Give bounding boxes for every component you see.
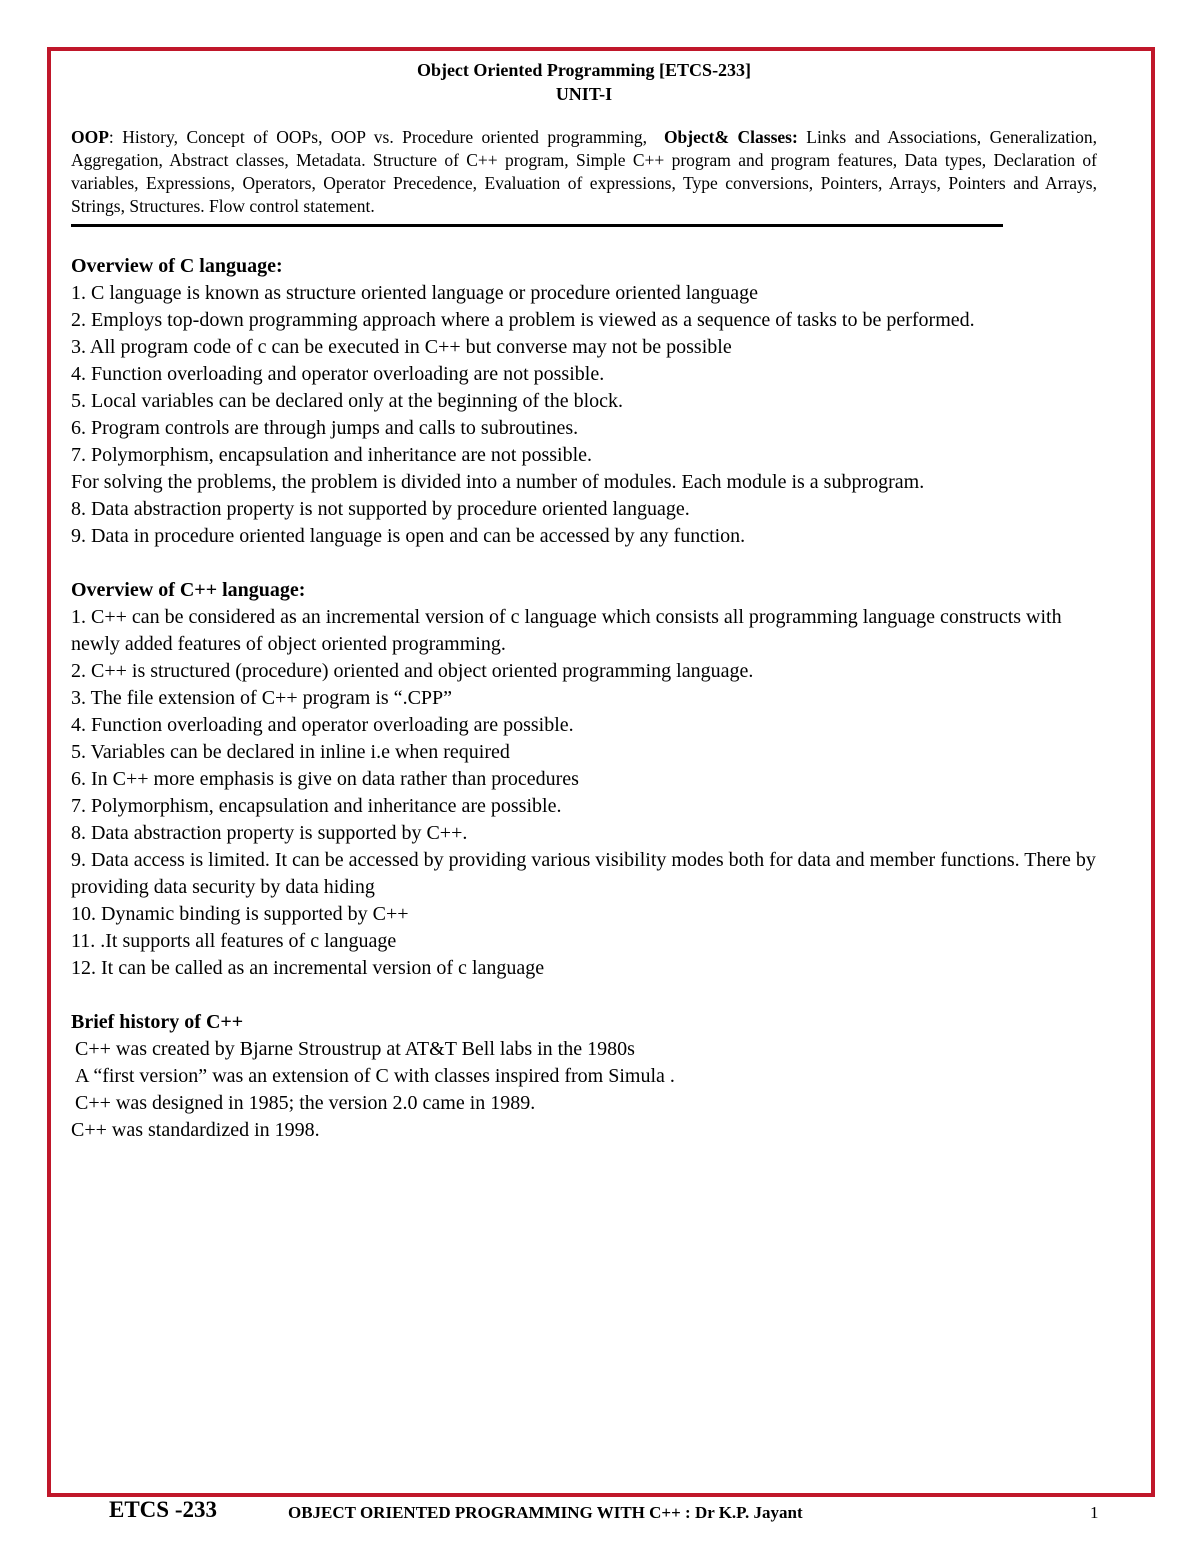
list-item: 2. C++ is structured (procedure) oriented and object oriented programming language. <box>71 660 754 682</box>
object-classes-text: Links and Associations, Generalization, Aggregation, Abstract classes, Metadata. Structure of C++ program, Simple C++ program and program features, Data types, Declaration of variables, Expressions, Operators, Operator Precedence, Evaluation of expressions, Type conversions, Pointers, Arrays, Pointers and Arrays, Strings, Structures. Flow control statement. <box>71 127 1098 216</box>
syllabus-paragraph <box>71 126 1097 218</box>
list-item: 6. Program controls are through jumps and calls to subroutines. <box>71 417 579 439</box>
list-item: C++ was standardized in 1998. <box>71 1119 320 1141</box>
history-heading: Brief history of C++ <box>71 1011 244 1033</box>
list-item: 7. Polymorphism, encapsulation and inheritance are possible. <box>71 795 562 817</box>
list-item: 4. Function overloading and operator overloading are possible. <box>71 714 574 736</box>
cpp-overview-heading: Overview of C++ language: <box>71 579 306 601</box>
list-item: 11. .It supports all features of c language <box>71 930 397 952</box>
document-header <box>71 58 1097 106</box>
list-item: 2. Employs top-down programming approach where a problem is viewed as a sequence of tasks to be performed. <box>71 309 975 331</box>
list-item: 10. Dynamic binding is supported by C++ <box>71 903 409 925</box>
list-item: For solving the problems, the problem is divided into a number of modules. Each module is a subprogram. <box>71 471 925 493</box>
document-title: Object Oriented Programming [ETCS-233] <box>416 60 752 80</box>
list-item: 9. Data access is limited. It can be accessed by providing various visibility modes both for data and member functions. There by providing data security by data hiding <box>71 849 1096 898</box>
list-item: 1. C language is known as structure oriented language or procedure oriented language <box>71 282 758 304</box>
list-item: 4. Function overloading and operator overloading are not possible. <box>71 363 605 385</box>
document-content <box>71 58 1097 1144</box>
list-item: C++ was created by Bjarne Stroustrup at AT&T Bell labs in the 1980s <box>75 1038 635 1060</box>
page-footer <box>0 1497 1200 1531</box>
horizontal-rule <box>71 224 1003 227</box>
list-item: 7. Polymorphism, encapsulation and inheritance are not possible. <box>71 444 592 466</box>
footer-course-code: ETCS -233 <box>109 1497 217 1522</box>
oop-text: : History, Concept of OOPs, OOP vs. Procedure oriented programming, <box>108 127 647 147</box>
unit-label: UNIT-I <box>555 84 613 104</box>
footer-course-title: OBJECT ORIENTED PROGRAMMING WITH C++ : Dr K.P. Jayant <box>288 1503 803 1522</box>
list-item: 3. The file extension of C++ program is “.CPP” <box>71 687 453 709</box>
c-overview-heading: Overview of C language: <box>71 255 283 277</box>
object-classes-label: Object& Classes: <box>663 127 798 147</box>
page-number: 1 <box>1090 1503 1099 1522</box>
list-item: 8. Data abstraction property is not supported by procedure oriented language. <box>71 498 690 520</box>
list-item: A “first version” was an extension of C with classes inspired from Simula . <box>75 1065 675 1087</box>
list-item: 6. In C++ more emphasis is give on data rather than procedures <box>71 768 579 790</box>
history-section <box>71 1009 1097 1144</box>
list-item: 5. Local variables can be declared only at the beginning of the block. <box>71 390 624 412</box>
list-item: 1. C++ can be considered as an incremental version of c language which consists all programming language constructs with newly added features of object oriented programming. <box>71 606 1062 655</box>
list-item: 9. Data in procedure oriented language is open and can be accessed by any function. <box>71 525 746 547</box>
list-item: 3. All program code of c can be executed in C++ but converse may not be possible <box>71 336 732 358</box>
list-item: 8. Data abstraction property is supported by C++. <box>71 822 468 844</box>
list-item: 5. Variables can be declared in inline i.e when required <box>71 741 510 763</box>
list-item: C++ was designed in 1985; the version 2.0 came in 1989. <box>75 1092 536 1114</box>
list-item: 12. It can be called as an incremental version of c language <box>71 957 545 979</box>
cpp-overview-section <box>71 577 1097 982</box>
c-overview-section <box>71 253 1097 550</box>
oop-label: OOP <box>71 127 109 147</box>
